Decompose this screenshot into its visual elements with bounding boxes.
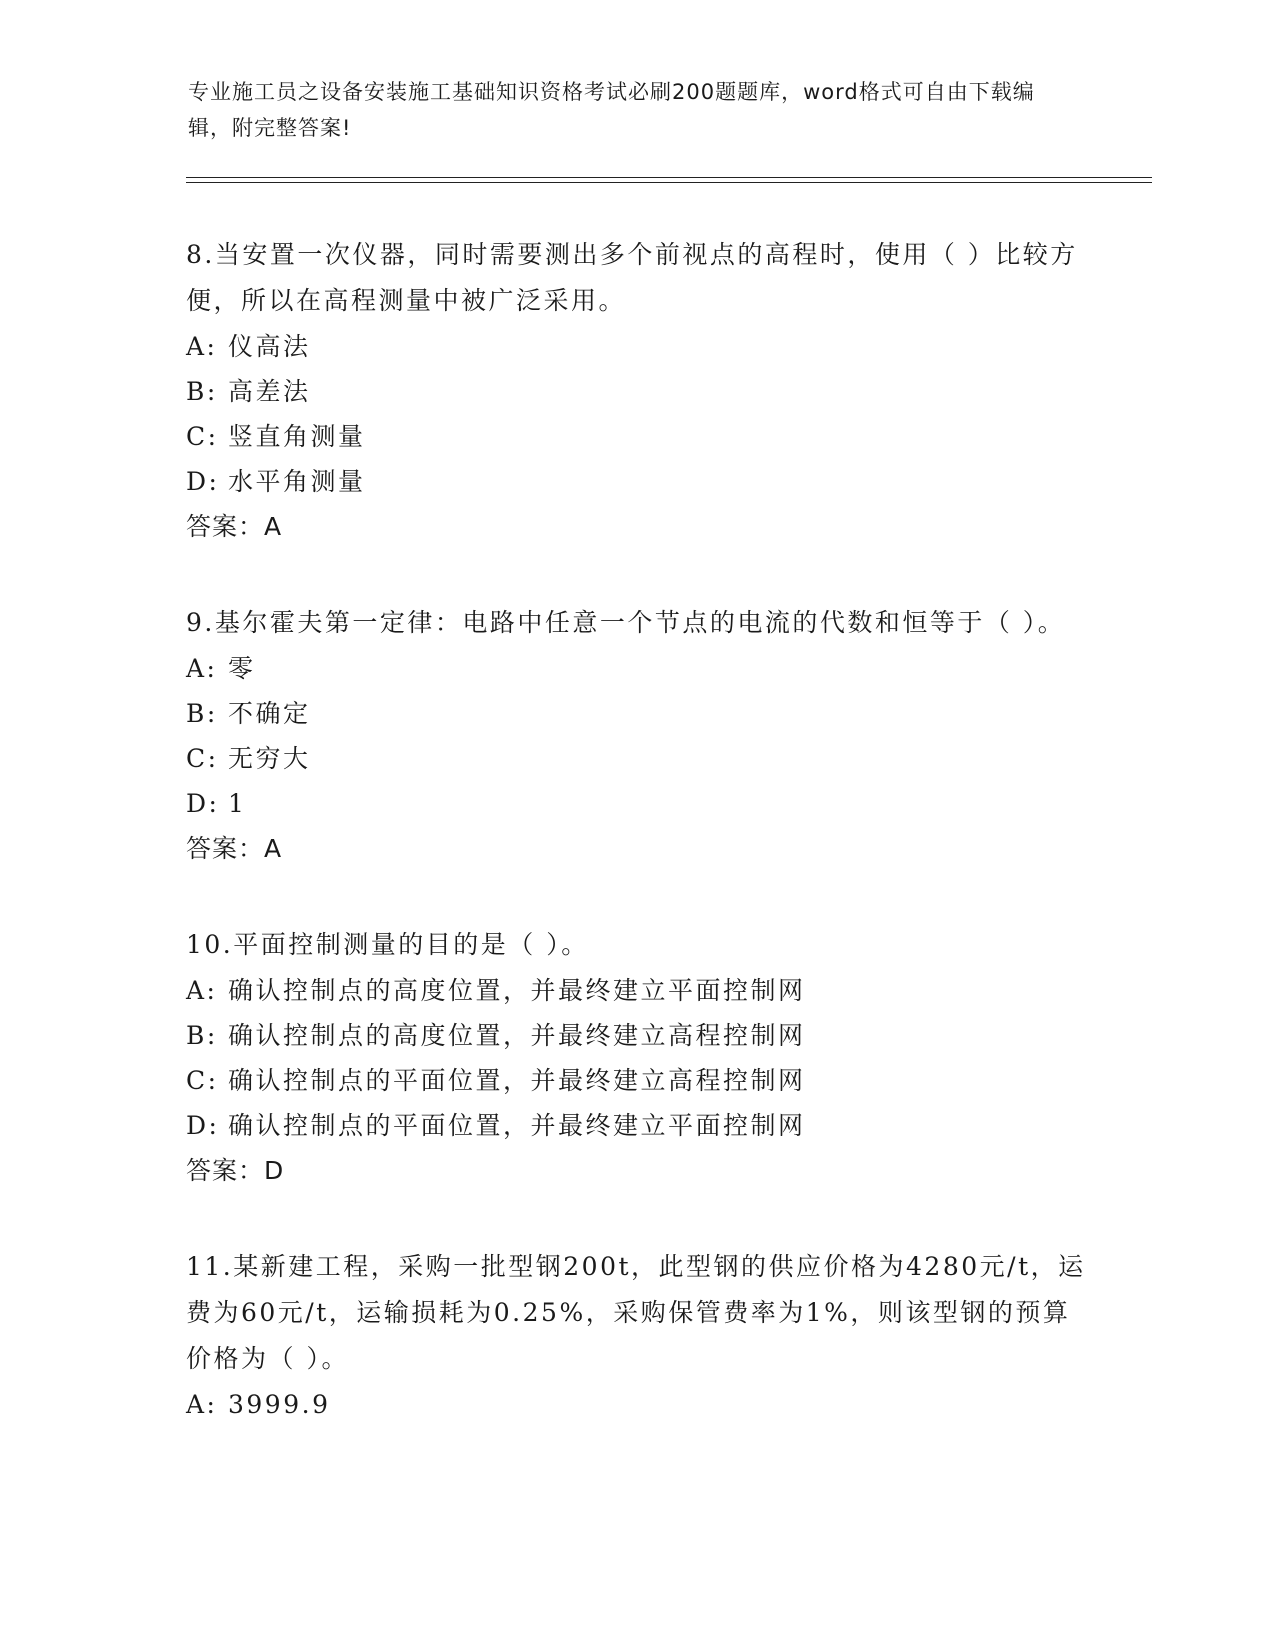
option-key: C:	[186, 1066, 219, 1095]
option-text: 不确定	[228, 699, 311, 728]
option-text: 仪高法	[228, 332, 311, 361]
option-key: D:	[186, 467, 220, 496]
answer-option	[186, 324, 1086, 369]
answer-line: 答案：D	[186, 1156, 285, 1185]
option-text: 确认控制点的高度位置，并最终建立高程控制网	[228, 1021, 806, 1050]
option-key: B:	[186, 377, 218, 406]
answer-option	[186, 1103, 1086, 1148]
question-stem: 11.某新建工程，采购一批型钢200t，此型钢的供应价格为4280元/t，运费为60元/t，运输损耗为0.25%，采购保管费率为1%，则该型钢的预算价格为（ ）。	[186, 1252, 1086, 1373]
answer-option	[186, 736, 1086, 781]
answer-option	[186, 369, 1086, 414]
question-stem: 9.基尔霍夫第一定律：电路中任意一个节点的电流的代数和恒等于（ ）。	[186, 608, 1066, 637]
document-header-title: 专业施工员之设备安装施工基础知识资格考试必刷200题题库，word格式可自由下载编辑，附完整答案!	[188, 80, 1035, 140]
option-text: 高差法	[228, 377, 311, 406]
option-key: A:	[186, 1390, 218, 1419]
option-text: 无穷大	[228, 744, 311, 773]
option-text: 1	[228, 789, 247, 818]
question-stem: 8.当安置一次仪器，同时需要测出多个前视点的高程时，使用（ ）比较方便，所以在高程测量中被广泛采用。	[186, 240, 1078, 315]
answer-option	[186, 1058, 1086, 1103]
option-text: 零	[228, 654, 256, 683]
answer-line: 答案：A	[186, 512, 283, 541]
answer-option	[186, 1013, 1086, 1058]
option-text: 3999.9	[228, 1390, 331, 1419]
option-text: 确认控制点的平面位置，并最终建立平面控制网	[228, 1111, 806, 1140]
option-key: D:	[186, 789, 220, 818]
answer-option	[186, 646, 1086, 691]
option-key: D:	[186, 1111, 220, 1140]
answer-line: 答案：A	[186, 834, 283, 863]
header-divider-secondary	[186, 182, 1152, 183]
answer-option	[186, 968, 1086, 1013]
option-key: B:	[186, 699, 218, 728]
option-key: A:	[186, 976, 218, 1005]
question-item	[186, 232, 1086, 550]
answer-option	[186, 1382, 1086, 1427]
option-text: 确认控制点的平面位置，并最终建立高程控制网	[228, 1066, 806, 1095]
option-key: C:	[186, 744, 219, 773]
question-list	[186, 232, 1086, 1477]
question-stem: 10.平面控制测量的目的是（ ）。	[186, 930, 589, 959]
option-key: B:	[186, 1021, 218, 1050]
option-key: A:	[186, 654, 218, 683]
answer-option	[186, 691, 1086, 736]
answer-option	[186, 459, 1086, 504]
header-divider	[186, 177, 1152, 178]
question-item	[186, 922, 1086, 1194]
answer-option	[186, 414, 1086, 459]
option-text: 水平角测量	[228, 467, 366, 496]
option-key: A:	[186, 332, 218, 361]
question-item	[186, 600, 1086, 872]
answer-option	[186, 781, 1086, 826]
question-item	[186, 1244, 1086, 1427]
option-text: 确认控制点的高度位置，并最终建立平面控制网	[228, 976, 806, 1005]
option-text: 竖直角测量	[228, 422, 366, 451]
option-key: C:	[186, 422, 219, 451]
